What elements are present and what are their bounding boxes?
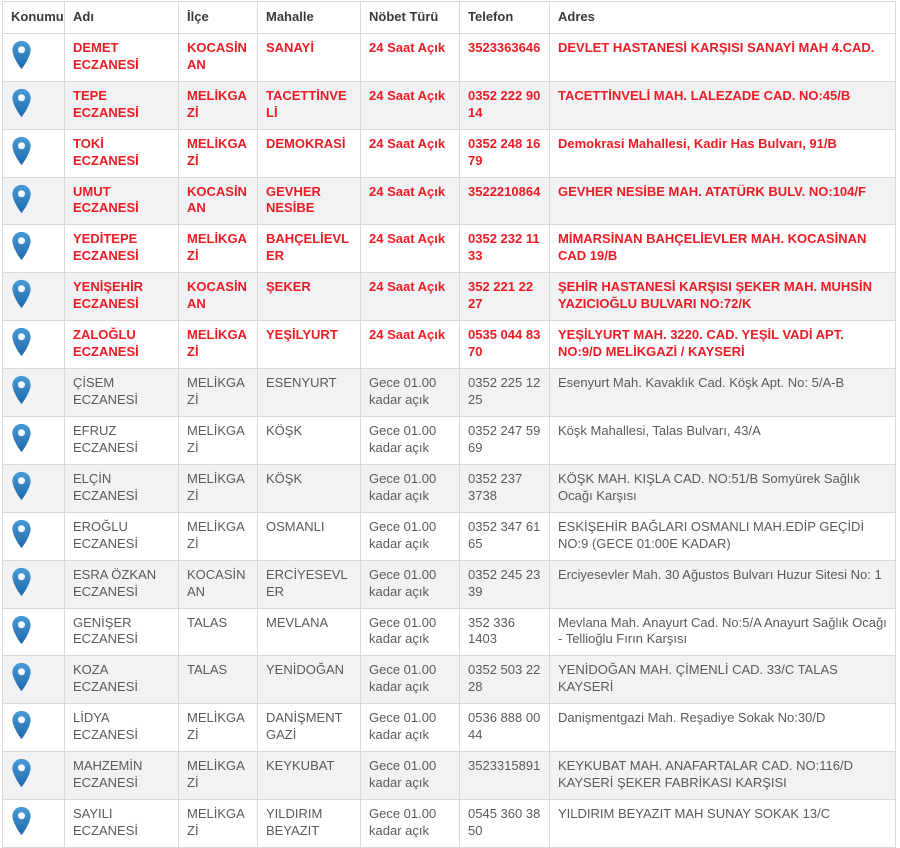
pharmacy-phone: 0352 245 23 39	[460, 560, 550, 608]
table-row	[3, 177, 896, 225]
pharmacy-neighborhood: SANAYİ	[258, 33, 361, 81]
map-pin-icon[interactable]	[11, 806, 32, 836]
column-header-location: Konumu	[3, 2, 65, 34]
pharmacy-phone: 0535 044 83 70	[460, 321, 550, 369]
pharmacy-district: TALAS	[179, 656, 258, 704]
pharmacy-phone: 0352 225 12 25	[460, 369, 550, 417]
pharmacy-phone: 0352 248 16 79	[460, 129, 550, 177]
map-pin-icon[interactable]	[11, 279, 32, 309]
pharmacy-name: GENİŞER ECZANESİ	[65, 608, 179, 656]
pharmacy-neighborhood: OSMANLI	[258, 512, 361, 560]
pharmacy-name: UMUT ECZANESİ	[65, 177, 179, 225]
map-pin-icon[interactable]	[11, 710, 32, 740]
pharmacy-name: YENİŞEHİR ECZANESİ	[65, 273, 179, 321]
pharmacy-neighborhood: KEYKUBAT	[258, 752, 361, 800]
pharmacy-phone: 0352 247 59 69	[460, 417, 550, 465]
pharmacy-address: KÖŞK MAH. KIŞLA CAD. NO:51/B Somyürek Sağlık Ocağı Karşısı	[550, 464, 896, 512]
pharmacy-neighborhood: BAHÇELİEVLER	[258, 225, 361, 273]
pharmacy-duty-type: Gece 01.00 kadar açık	[361, 512, 460, 560]
map-pin-icon[interactable]	[11, 662, 32, 692]
location-cell[interactable]	[3, 81, 65, 129]
location-cell[interactable]	[3, 129, 65, 177]
table-row	[3, 512, 896, 560]
pharmacy-name: ELÇİN ECZANESİ	[65, 464, 179, 512]
table-row	[3, 417, 896, 465]
pharmacy-address: ŞEHİR HASTANESİ KARŞISI ŞEKER MAH. MUHSİN YAZICIOĞLU BULVARI NO:72/K	[550, 273, 896, 321]
pharmacy-neighborhood: DANİŞMENTGAZİ	[258, 704, 361, 752]
pharmacy-district: MELİKGAZİ	[179, 369, 258, 417]
table-row	[3, 560, 896, 608]
pharmacy-district: MELİKGAZİ	[179, 129, 258, 177]
pharmacy-phone: 352 221 22 27	[460, 273, 550, 321]
table-row	[3, 464, 896, 512]
pharmacy-table-body	[3, 33, 896, 847]
location-cell[interactable]	[3, 608, 65, 656]
pharmacy-neighborhood: MEVLANA	[258, 608, 361, 656]
table-row	[3, 129, 896, 177]
location-cell[interactable]	[3, 369, 65, 417]
pharmacy-district: TALAS	[179, 608, 258, 656]
map-pin-icon[interactable]	[11, 615, 32, 645]
table-row	[3, 752, 896, 800]
location-cell[interactable]	[3, 273, 65, 321]
pharmacy-name: DEMET ECZANESİ	[65, 33, 179, 81]
pharmacy-name: EROĞLU ECZANESİ	[65, 512, 179, 560]
pharmacy-neighborhood: YENİDOĞAN	[258, 656, 361, 704]
pharmacy-district: MELİKGAZİ	[179, 464, 258, 512]
pharmacy-duty-type: 24 Saat Açık	[361, 33, 460, 81]
pharmacy-phone: 0352 222 90 14	[460, 81, 550, 129]
pharmacy-address: TACETTİNVELİ MAH. LALEZADE CAD. NO:45/B	[550, 81, 896, 129]
pharmacy-name: ZALOĞLU ECZANESİ	[65, 321, 179, 369]
location-cell[interactable]	[3, 512, 65, 560]
pharmacy-district: MELİKGAZİ	[179, 321, 258, 369]
pharmacy-neighborhood: GEVHER NESİBE	[258, 177, 361, 225]
column-header-phone: Telefon	[460, 2, 550, 34]
pharmacy-address: YEŞİLYURT MAH. 3220. CAD. YEŞİL VADİ APT. NO:9/D MELİKGAZİ / KAYSERİ	[550, 321, 896, 369]
map-pin-icon[interactable]	[11, 471, 32, 501]
duty-pharmacy-page	[0, 1, 900, 839]
pharmacy-phone: 3522210864	[460, 177, 550, 225]
pharmacy-name: ÇİSEM ECZANESİ	[65, 369, 179, 417]
pharmacy-phone: 0352 503 22 28	[460, 656, 550, 704]
pharmacy-address: KEYKUBAT MAH. ANAFARTALAR CAD. NO:116/D KAYSERİ ŞEKER FABRİKASI KARŞISI	[550, 752, 896, 800]
pharmacy-address: Esenyurt Mah. Kavaklık Cad. Köşk Apt. No: 5/A-B	[550, 369, 896, 417]
column-header-name: Adı	[65, 2, 179, 34]
map-pin-icon[interactable]	[11, 519, 32, 549]
pharmacy-duty-type: Gece 01.00 kadar açık	[361, 369, 460, 417]
location-cell[interactable]	[3, 656, 65, 704]
map-pin-icon[interactable]	[11, 231, 32, 261]
pharmacy-address: YILDIRIM BEYAZIT MAH SUNAY SOKAK 13/C	[550, 800, 896, 848]
table-row	[3, 321, 896, 369]
pharmacy-duty-type: Gece 01.00 kadar açık	[361, 704, 460, 752]
pharmacy-neighborhood: KÖŞK	[258, 417, 361, 465]
pharmacy-address: Demokrasi Mahallesi, Kadir Has Bulvarı, 91/B	[550, 129, 896, 177]
duty-pharmacy-table	[2, 1, 896, 848]
pharmacy-phone: 0352 237 3738	[460, 464, 550, 512]
pharmacy-name: TOKİ ECZANESİ	[65, 129, 179, 177]
pharmacy-district: MELİKGAZİ	[179, 800, 258, 848]
location-cell[interactable]	[3, 225, 65, 273]
pharmacy-name: MAHZEMİN ECZANESİ	[65, 752, 179, 800]
table-row	[3, 369, 896, 417]
pharmacy-name: LİDYA ECZANESİ	[65, 704, 179, 752]
pharmacy-neighborhood: KÖŞK	[258, 464, 361, 512]
pharmacy-phone: 352 336 1403	[460, 608, 550, 656]
pharmacy-address: MİMARSİNAN BAHÇELİEVLER MAH. KOCASİNAN CAD 19/B	[550, 225, 896, 273]
map-pin-icon[interactable]	[11, 423, 32, 453]
pharmacy-name: KOZA ECZANESİ	[65, 656, 179, 704]
table-row	[3, 800, 896, 848]
pharmacy-district: MELİKGAZİ	[179, 512, 258, 560]
table-row	[3, 608, 896, 656]
pharmacy-address: Mevlana Mah. Anayurt Cad. No:5/A Anayurt Sağlık Ocağı - Tellioğlu Fırın Karşısı	[550, 608, 896, 656]
pharmacy-duty-type: Gece 01.00 kadar açık	[361, 656, 460, 704]
location-cell[interactable]	[3, 704, 65, 752]
table-row	[3, 656, 896, 704]
pharmacy-district: MELİKGAZİ	[179, 704, 258, 752]
pharmacy-phone: 0352 347 61 65	[460, 512, 550, 560]
map-pin-icon[interactable]	[11, 184, 32, 214]
pharmacy-duty-type: 24 Saat Açık	[361, 177, 460, 225]
map-pin-icon[interactable]	[11, 136, 32, 166]
pharmacy-duty-type: Gece 01.00 kadar açık	[361, 608, 460, 656]
table-header-row	[3, 2, 896, 34]
map-pin-icon[interactable]	[11, 758, 32, 788]
pharmacy-address: GEVHER NESİBE MAH. ATATÜRK BULV. NO:104/F	[550, 177, 896, 225]
pharmacy-phone: 0536 888 00 44	[460, 704, 550, 752]
pharmacy-name: SAYILI ECZANESİ	[65, 800, 179, 848]
column-header-duty-type: Nöbet Türü	[361, 2, 460, 34]
location-cell[interactable]	[3, 464, 65, 512]
pharmacy-district: MELİKGAZİ	[179, 225, 258, 273]
map-pin-icon[interactable]	[11, 88, 32, 118]
pharmacy-duty-type: 24 Saat Açık	[361, 225, 460, 273]
pharmacy-address: Danişmentgazi Mah. Reşadiye Sokak No:30/D	[550, 704, 896, 752]
pharmacy-name: TEPE ECZANESİ	[65, 81, 179, 129]
pharmacy-name: YEDİTEPE ECZANESİ	[65, 225, 179, 273]
column-header-address: Adres	[550, 2, 896, 34]
table-row	[3, 273, 896, 321]
table-row	[3, 33, 896, 81]
map-pin-icon[interactable]	[11, 375, 32, 405]
pharmacy-duty-type: 24 Saat Açık	[361, 81, 460, 129]
location-cell[interactable]	[3, 752, 65, 800]
pharmacy-duty-type: Gece 01.00 kadar açık	[361, 560, 460, 608]
pharmacy-neighborhood: ŞEKER	[258, 273, 361, 321]
pharmacy-address: Köşk Mahallesi, Talas Bulvarı, 43/A	[550, 417, 896, 465]
pharmacy-neighborhood: TACETTİNVELİ	[258, 81, 361, 129]
location-cell[interactable]	[3, 33, 65, 81]
pharmacy-district: KOCASİNAN	[179, 560, 258, 608]
pharmacy-duty-type: 24 Saat Açık	[361, 321, 460, 369]
pharmacy-duty-type: Gece 01.00 kadar açık	[361, 417, 460, 465]
pharmacy-district: MELİKGAZİ	[179, 752, 258, 800]
pharmacy-phone: 3523315891	[460, 752, 550, 800]
map-pin-icon[interactable]	[11, 567, 32, 597]
pharmacy-phone: 3523363646	[460, 33, 550, 81]
location-cell[interactable]	[3, 417, 65, 465]
pharmacy-district: KOCASİNAN	[179, 273, 258, 321]
pharmacy-address: Erciyesevler Mah. 30 Ağustos Bulvarı Huzur Sitesi No: 1	[550, 560, 896, 608]
pharmacy-duty-type: 24 Saat Açık	[361, 129, 460, 177]
column-header-neighborhood: Mahalle	[258, 2, 361, 34]
pharmacy-duty-type: Gece 01.00 kadar açık	[361, 800, 460, 848]
pharmacy-neighborhood: ESENYURT	[258, 369, 361, 417]
pharmacy-duty-type: Gece 01.00 kadar açık	[361, 464, 460, 512]
pharmacy-neighborhood: YEŞİLYURT	[258, 321, 361, 369]
pharmacy-phone: 0545 360 38 50	[460, 800, 550, 848]
table-row	[3, 704, 896, 752]
location-cell[interactable]	[3, 177, 65, 225]
pharmacy-neighborhood: YILDIRIM BEYAZIT	[258, 800, 361, 848]
pharmacy-name: ESRA ÖZKAN ECZANESİ	[65, 560, 179, 608]
pharmacy-district: MELİKGAZİ	[179, 417, 258, 465]
table-row	[3, 81, 896, 129]
location-cell[interactable]	[3, 321, 65, 369]
pharmacy-address: DEVLET HASTANESİ KARŞISI SANAYİ MAH 4.CAD.	[550, 33, 896, 81]
pharmacy-neighborhood: ERCİYESEVLER	[258, 560, 361, 608]
pharmacy-name: EFRUZ ECZANESİ	[65, 417, 179, 465]
pharmacy-duty-type: Gece 01.00 kadar açık	[361, 752, 460, 800]
map-pin-icon[interactable]	[11, 40, 32, 70]
pharmacy-neighborhood: DEMOKRASİ	[258, 129, 361, 177]
table-row	[3, 225, 896, 273]
pharmacy-district: KOCASİNAN	[179, 177, 258, 225]
pharmacy-phone: 0352 232 11 33	[460, 225, 550, 273]
location-cell[interactable]	[3, 560, 65, 608]
pharmacy-district: MELİKGAZİ	[179, 81, 258, 129]
column-header-district: İlçe	[179, 2, 258, 34]
pharmacy-duty-type: 24 Saat Açık	[361, 273, 460, 321]
pharmacy-district: KOCASİNAN	[179, 33, 258, 81]
pharmacy-address: YENİDOĞAN MAH. ÇİMENLİ CAD. 33/C TALAS KAYSERİ	[550, 656, 896, 704]
location-cell[interactable]	[3, 800, 65, 848]
pharmacy-address: ESKİŞEHİR BAĞLARI OSMANLI MAH.EDİP GEÇİDİ NO:9 (GECE 01:00E KADAR)	[550, 512, 896, 560]
map-pin-icon[interactable]	[11, 327, 32, 357]
